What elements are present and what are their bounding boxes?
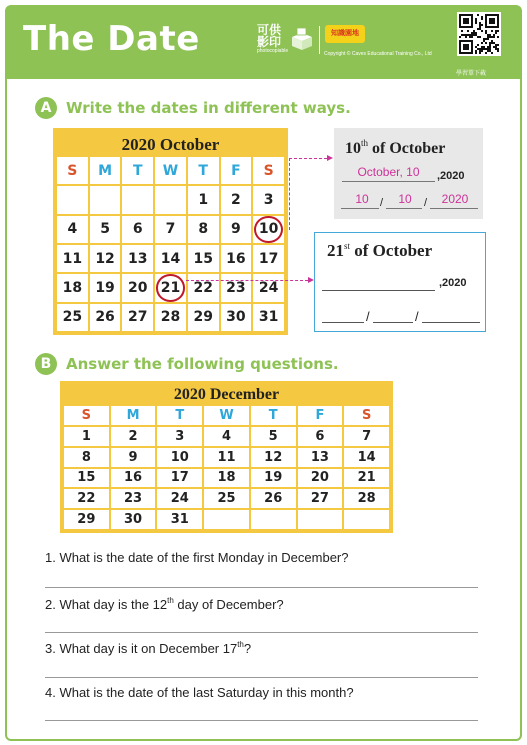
- october-day-cell[interactable]: 2: [221, 186, 252, 213]
- qr-module: [477, 48, 479, 50]
- qr-module: [479, 50, 481, 52]
- qr-module: [491, 52, 493, 54]
- example-suffix: th: [361, 138, 369, 148]
- qr-module: [465, 34, 467, 36]
- qr-module: [497, 30, 499, 32]
- october-day-cell[interactable]: 30: [221, 304, 252, 331]
- qr-module: [477, 44, 479, 46]
- october-day-cell[interactable]: 4: [57, 216, 88, 243]
- qr-caption: 學習單下載: [456, 71, 487, 77]
- december-day-cell[interactable]: 22: [64, 489, 109, 508]
- december-day-cell[interactable]: 13: [298, 448, 343, 467]
- december-day-cell[interactable]: 3: [157, 427, 202, 446]
- december-day-cell[interactable]: 8: [64, 448, 109, 467]
- october-day-cell[interactable]: 16: [221, 245, 252, 272]
- october-day-cell[interactable]: 6: [122, 216, 153, 243]
- answer-line-1[interactable]: [45, 587, 478, 588]
- photocopy-box-icon: [289, 27, 315, 51]
- qr-module: [471, 34, 473, 36]
- page-title: The Date: [23, 19, 200, 59]
- qr-module: [467, 30, 469, 32]
- exercise-slash-1: /: [366, 309, 370, 324]
- logo-chinese-text: 可供影印: [257, 23, 282, 49]
- qr-module: [477, 14, 479, 16]
- october-day-cell[interactable]: 1: [188, 186, 219, 213]
- december-day-cell[interactable]: 31: [157, 510, 202, 529]
- example-line-3: [386, 208, 422, 209]
- december-day-cell[interactable]: 29: [64, 510, 109, 529]
- december-day-cell[interactable]: 6: [298, 427, 343, 446]
- question-3: [45, 640, 251, 656]
- example-num-year: 2020: [441, 192, 469, 206]
- december-weekday-header: S: [64, 406, 109, 425]
- qr-module: [479, 26, 481, 28]
- exercise-answer-line-1[interactable]: [322, 290, 435, 291]
- qr-module: [459, 36, 461, 38]
- example-line-2: [341, 208, 379, 209]
- qr-module: [475, 46, 477, 48]
- october-day-cell[interactable]: 10: [253, 216, 284, 243]
- october-day-cell[interactable]: 24: [253, 274, 284, 301]
- exercise-month-text: of October: [350, 241, 433, 260]
- december-day-cell[interactable]: 25: [204, 489, 249, 508]
- qr-module: [473, 34, 475, 36]
- exercise-box: [314, 232, 486, 332]
- qr-pattern: [459, 14, 499, 54]
- october-day-cell[interactable]: 5: [90, 216, 121, 243]
- example-slash-2: /: [424, 197, 428, 209]
- december-day-cell[interactable]: 19: [251, 469, 296, 488]
- question-2-sup: th: [167, 596, 174, 605]
- october-empty-cell: [90, 186, 121, 213]
- october-day-cell[interactable]: 21: [155, 274, 186, 301]
- section-b-badge: B: [35, 353, 57, 375]
- question-3-sup: th: [237, 640, 244, 649]
- october-day-cell[interactable]: 15: [188, 245, 219, 272]
- december-weekday-header: M: [111, 406, 156, 425]
- december-weekday-header: S: [344, 406, 389, 425]
- answer-line-2[interactable]: [45, 632, 478, 633]
- october-day-cell[interactable]: 12: [90, 245, 121, 272]
- qr-module: [489, 42, 491, 44]
- arrow-10-horizontal: [289, 158, 327, 159]
- qr-module: [469, 34, 471, 36]
- october-day-cell[interactable]: 20: [122, 274, 153, 301]
- december-empty-cell: [298, 510, 343, 529]
- october-day-cell[interactable]: 11: [57, 245, 88, 272]
- qr-module: [485, 32, 487, 34]
- qr-module: [483, 40, 485, 42]
- example-year-suffix: ,2020: [437, 170, 465, 182]
- october-weekday-header: W: [155, 157, 186, 184]
- qr-module: [481, 18, 483, 20]
- exercise-year-suffix: ,2020: [439, 277, 467, 289]
- qr-module: [475, 50, 477, 52]
- october-day-cell[interactable]: 26: [90, 304, 121, 331]
- december-day-cell[interactable]: 5: [251, 427, 296, 446]
- qr-module: [493, 46, 495, 48]
- qr-module: [471, 32, 473, 34]
- example-day: 10: [345, 140, 361, 157]
- qr-module: [497, 48, 499, 50]
- qr-module: [485, 48, 487, 50]
- exercise-slash-2: /: [415, 309, 419, 324]
- october-weekday-header: S: [253, 157, 284, 184]
- exercise-answer-line-2[interactable]: [322, 322, 364, 323]
- qr-module: [471, 36, 473, 38]
- photocopiable-logo: [257, 24, 291, 54]
- qr-module: [485, 30, 487, 32]
- december-day-cell[interactable]: 12: [251, 448, 296, 467]
- october-day-cell[interactable]: 23: [221, 274, 252, 301]
- qr-module: [469, 36, 471, 38]
- december-day-cell[interactable]: 10: [157, 448, 202, 467]
- qr-module: [481, 46, 483, 48]
- qr-module: [491, 42, 493, 44]
- qr-module: [487, 46, 489, 48]
- qr-module: [483, 48, 485, 50]
- qr-module: [475, 52, 477, 54]
- october-weekday-header: M: [90, 157, 121, 184]
- qr-module: [475, 18, 477, 20]
- qr-module: [481, 16, 483, 18]
- section-b-instruction: Answer the following questions.: [66, 355, 339, 373]
- qr-module: [495, 48, 497, 50]
- answer-line-3[interactable]: [45, 677, 478, 678]
- qr-finder: [489, 18, 495, 24]
- qr-module: [491, 36, 493, 38]
- december-empty-cell: [344, 510, 389, 529]
- qr-module: [489, 36, 491, 38]
- october-day-cell[interactable]: 8: [188, 216, 219, 243]
- header-divider: [319, 26, 320, 54]
- section-a-badge: A: [35, 97, 57, 119]
- october-day-cell[interactable]: 27: [122, 304, 153, 331]
- qr-module: [497, 36, 499, 38]
- october-day-cell[interactable]: 9: [221, 216, 252, 243]
- question-2-text-b: day of December?: [173, 597, 284, 612]
- october-day-cell[interactable]: 13: [122, 245, 153, 272]
- qr-module: [475, 22, 477, 24]
- example-line-4: [430, 208, 478, 209]
- december-day-cell[interactable]: 15: [64, 469, 109, 488]
- question-1: [45, 550, 348, 565]
- qr-module: [497, 50, 499, 52]
- qr-module: [489, 34, 491, 36]
- question-2-text-a: 2. What day is the 12: [45, 597, 168, 612]
- qr-module: [481, 50, 483, 52]
- section-a-instruction: Write the dates in different ways.: [66, 99, 351, 117]
- exercise-date-heading: [327, 241, 432, 261]
- december-weekday-header: T: [251, 406, 296, 425]
- example-slash-1: /: [380, 197, 384, 209]
- qr-module: [489, 44, 491, 46]
- october-day-cell[interactable]: 3: [253, 186, 284, 213]
- qr-module: [495, 30, 497, 32]
- qr-module: [479, 22, 481, 24]
- question-2: [45, 596, 284, 612]
- december-empty-cell: [204, 510, 249, 529]
- arrow-21-line: [186, 280, 308, 281]
- october-calendar-title: 2020 October: [121, 135, 220, 154]
- qr-module: [475, 32, 477, 34]
- qr-module: [483, 46, 485, 48]
- december-calendar: [60, 381, 393, 533]
- december-day-cell[interactable]: 26: [251, 489, 296, 508]
- december-day-cell[interactable]: 28: [344, 489, 389, 508]
- qr-module: [479, 52, 481, 54]
- qr-module: [495, 44, 497, 46]
- qr-module: [475, 20, 477, 22]
- qr-module: [487, 36, 489, 38]
- arrow-21-head: [308, 277, 314, 283]
- october-day-cell[interactable]: 25: [57, 304, 88, 331]
- qr-module: [493, 42, 495, 44]
- december-weekday-header: T: [157, 406, 202, 425]
- december-day-cell[interactable]: 23: [111, 489, 156, 508]
- october-empty-cell: [57, 186, 88, 213]
- example-num-day: 10: [355, 192, 369, 206]
- qr-module: [465, 36, 467, 38]
- qr-finder: [463, 18, 469, 24]
- qr-module: [473, 32, 475, 34]
- qr-module: [477, 36, 479, 38]
- october-day-cell[interactable]: 17: [253, 245, 284, 272]
- december-weekday-header: W: [204, 406, 249, 425]
- arrow-10-head: [327, 155, 333, 161]
- december-day-cell[interactable]: 24: [157, 489, 202, 508]
- december-day-cell[interactable]: 17: [157, 469, 202, 488]
- october-calendar: [53, 128, 288, 335]
- december-day-cell[interactable]: 9: [111, 448, 156, 467]
- qr-module: [491, 40, 493, 42]
- december-day-cell[interactable]: 16: [111, 469, 156, 488]
- exercise-answer-line-4[interactable]: [422, 322, 480, 323]
- qr-module: [493, 34, 495, 36]
- qr-module: [495, 32, 497, 34]
- december-day-cell[interactable]: 14: [344, 448, 389, 467]
- exercise-suffix: st: [344, 241, 351, 251]
- october-empty-cell: [155, 186, 186, 213]
- october-day-cell[interactable]: 22: [188, 274, 219, 301]
- qr-module: [487, 48, 489, 50]
- december-day-cell[interactable]: 20: [298, 469, 343, 488]
- qr-module: [481, 24, 483, 26]
- qr-module: [489, 48, 491, 50]
- qr-module: [477, 28, 479, 30]
- december-day-cell[interactable]: 21: [344, 469, 389, 488]
- question-4: [45, 685, 354, 700]
- qr-module: [479, 28, 481, 30]
- qr-module: [485, 52, 487, 54]
- october-weekday-header: T: [188, 157, 219, 184]
- october-day-cell[interactable]: 18: [57, 274, 88, 301]
- qr-module: [495, 46, 497, 48]
- december-day-cell[interactable]: 11: [204, 448, 249, 467]
- exercise-day: 21: [327, 241, 344, 260]
- qr-module: [497, 44, 499, 46]
- qr-code[interactable]: [457, 12, 501, 56]
- december-day-cell[interactable]: 30: [111, 510, 156, 529]
- october-day-cell[interactable]: 31: [253, 304, 284, 331]
- december-calendar-grid: [64, 406, 389, 529]
- qr-finder: [463, 44, 469, 50]
- qr-module: [479, 24, 481, 26]
- december-day-cell[interactable]: 4: [204, 427, 249, 446]
- december-day-cell[interactable]: 7: [344, 427, 389, 446]
- december-weekday-header: F: [298, 406, 343, 425]
- question-3-text-b: ?: [243, 641, 252, 656]
- qr-module: [485, 42, 487, 44]
- december-day-cell[interactable]: 1: [64, 427, 109, 446]
- arrow-10-vertical: [289, 158, 290, 230]
- qr-module: [483, 38, 485, 40]
- october-day-cell[interactable]: 29: [188, 304, 219, 331]
- qr-module: [479, 48, 481, 50]
- october-weekday-header: F: [221, 157, 252, 184]
- qr-module: [489, 50, 491, 52]
- highlight-circle: [156, 274, 185, 301]
- qr-module: [489, 46, 491, 48]
- example-line-1: [342, 181, 435, 182]
- october-weekday-header: T: [122, 157, 153, 184]
- qr-module: [461, 34, 463, 36]
- qr-module: [479, 36, 481, 38]
- qr-module: [467, 34, 469, 36]
- october-weekday-header: S: [57, 157, 88, 184]
- qr-module: [485, 38, 487, 40]
- qr-module: [473, 30, 475, 32]
- qr-module: [481, 42, 483, 44]
- december-day-cell[interactable]: 27: [298, 489, 343, 508]
- october-empty-cell: [122, 186, 153, 213]
- october-calendar-grid: [57, 157, 284, 331]
- logo-english-text: photocopiable: [257, 48, 289, 54]
- qr-module: [487, 50, 489, 52]
- qr-module: [491, 30, 493, 32]
- example-month-text: of October: [368, 140, 446, 157]
- december-day-cell[interactable]: 2: [111, 427, 156, 446]
- question-3-text-a: 3. What day is it on December 17: [45, 641, 238, 656]
- highlight-circle: [254, 216, 283, 243]
- question-1-text: 1. What is the date of the first Monday in December?: [45, 550, 349, 565]
- qr-module: [481, 48, 483, 50]
- example-written-date: October, 10: [357, 165, 420, 179]
- october-day-cell[interactable]: 19: [90, 274, 121, 301]
- qr-module: [481, 30, 483, 32]
- qr-module: [461, 30, 463, 32]
- qr-module: [463, 34, 465, 36]
- qr-module: [475, 34, 477, 36]
- exercise-answer-line-3[interactable]: [373, 322, 413, 323]
- october-day-cell[interactable]: 7: [155, 216, 186, 243]
- example-box: [334, 128, 483, 219]
- answer-line-4[interactable]: [45, 720, 478, 721]
- october-day-cell[interactable]: 28: [155, 304, 186, 331]
- brand-logo: 知識園地: [325, 25, 365, 43]
- example-num-month: 10: [398, 192, 412, 206]
- december-day-cell[interactable]: 18: [204, 469, 249, 488]
- qr-module: [487, 38, 489, 40]
- december-calendar-title: 2020 December: [173, 386, 280, 403]
- qr-module: [487, 34, 489, 36]
- question-4-text: 4. What is the date of the last Saturday in this month?: [45, 685, 354, 700]
- copyright-text: Copyright © Caves Educational Training Co., Ltd: [324, 51, 432, 57]
- december-empty-cell: [251, 510, 296, 529]
- qr-module: [493, 36, 495, 38]
- october-day-cell[interactable]: 14: [155, 245, 186, 272]
- example-date-heading: [345, 138, 445, 158]
